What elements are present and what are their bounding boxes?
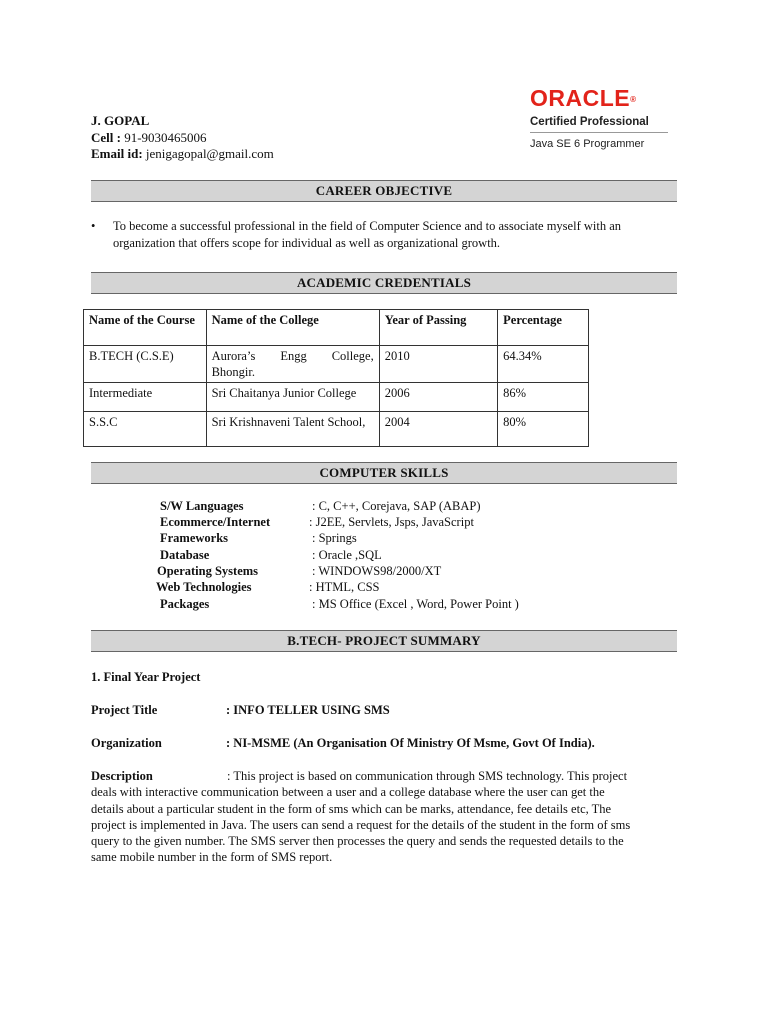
cell-value: 91-9030465006 [124,129,207,145]
objective-text: To become a successful professional in the field of Computer Science and to associate myself with an organization that offers scope for individual as well as organizational growth. [113,219,622,250]
cell-percentage: 86% [498,383,589,412]
table-row [84,383,589,412]
skill-value: : Springs [312,531,357,545]
organization-value: : NI-MSME (An Organisation Of Ministry Of Msme, Govt Of India). [226,736,595,750]
skill-label: Frameworks [160,531,229,545]
cell-course: Intermediate [84,383,207,412]
cell-year: 2004 [379,412,497,447]
email-label: Email id: [91,146,143,161]
email-value: jenigagopal@gmail.com [145,146,274,161]
cell-line [91,130,274,147]
project-title-value: : INFO TELLER USING SMS [226,703,390,717]
email-line [91,146,274,163]
cell-college: Sri Krishnaveni Talent School, [206,412,379,447]
academic-table [83,309,589,447]
section-bar-skills: COMPUTER SKILLS [91,462,677,484]
oracle-program-line: Java SE 6 Programmer [530,138,645,150]
registered-mark-icon: ® [630,95,637,104]
project-title-label: Project Title [91,703,158,717]
skill-label: Ecommerce/Internet [160,515,271,529]
header-college: Name of the College [206,310,379,346]
candidate-name: J. GOPAL [91,113,150,128]
description-text: : This project is based on communication through SMS technology. This project deals with interactive communication between a user and a college database where the user can get the details about a particular student in the form of sms which can be marks, attendance, fee details etc, The project is implemented in Java. The users can send a request for the details of the student in the form of sms query to the given number. The SMS server then processes the query and sends the requested details to the same mobile number in the form of SMS report. [91,769,631,865]
skill-value: : WINDOWS98/2000/XT [312,564,442,578]
section-bar-academic: ACADEMIC CREDENTIALS [91,272,677,294]
table-row [84,346,589,383]
table-row [84,412,589,447]
project-heading: 1. Final Year Project [91,670,201,684]
header-course: Name of the Course [84,310,207,346]
skill-label: Operating Systems [157,564,259,578]
oracle-brand [530,86,675,110]
skill-value: : J2EE, Servlets, Jsps, JavaScript [309,515,474,529]
skill-label: S/W Languages [160,499,244,513]
skill-label: Database [160,548,210,562]
cell-year: 2006 [379,383,497,412]
objective-item [91,218,681,251]
skill-value: : C, C++, Corejava, SAP (ABAP) [312,499,481,513]
header-percentage: Percentage [498,310,589,346]
section-bar-project: B.TECH- PROJECT SUMMARY [91,630,677,652]
section-bar-career-objective: CAREER OBJECTIVE [91,180,677,202]
project-description [91,768,631,866]
skill-value: : HTML, CSS [309,580,380,594]
skill-value: : Oracle ,SQL [312,548,382,562]
oracle-certification-logo [530,86,675,150]
organization-label: Organization [91,736,162,750]
bullet-icon: • [91,219,96,233]
oracle-brand-text: ORACLE [530,85,631,111]
cell-percentage: 64.34% [498,346,589,383]
cell-course: B.TECH (C.S.E) [84,346,207,383]
cell-college: Aurora’s Engg College, Bhongir. [206,346,379,383]
contact-block [91,113,274,163]
cell-percentage: 80% [498,412,589,447]
cell-college: Sri Chaitanya Junior College [206,383,379,412]
table-header-row [84,310,589,346]
cell-year: 2010 [379,346,497,383]
cell-course: S.S.C [84,412,207,447]
skill-label: Packages [160,597,210,611]
skill-label: Web Technologies [156,580,252,594]
description-label: Description [91,769,153,783]
skill-value: : MS Office (Excel , Word, Power Point ) [312,597,519,611]
cell-label: Cell : [91,129,121,145]
header-year: Year of Passing [379,310,497,346]
oracle-cert-line: Certified Professional [530,116,668,133]
